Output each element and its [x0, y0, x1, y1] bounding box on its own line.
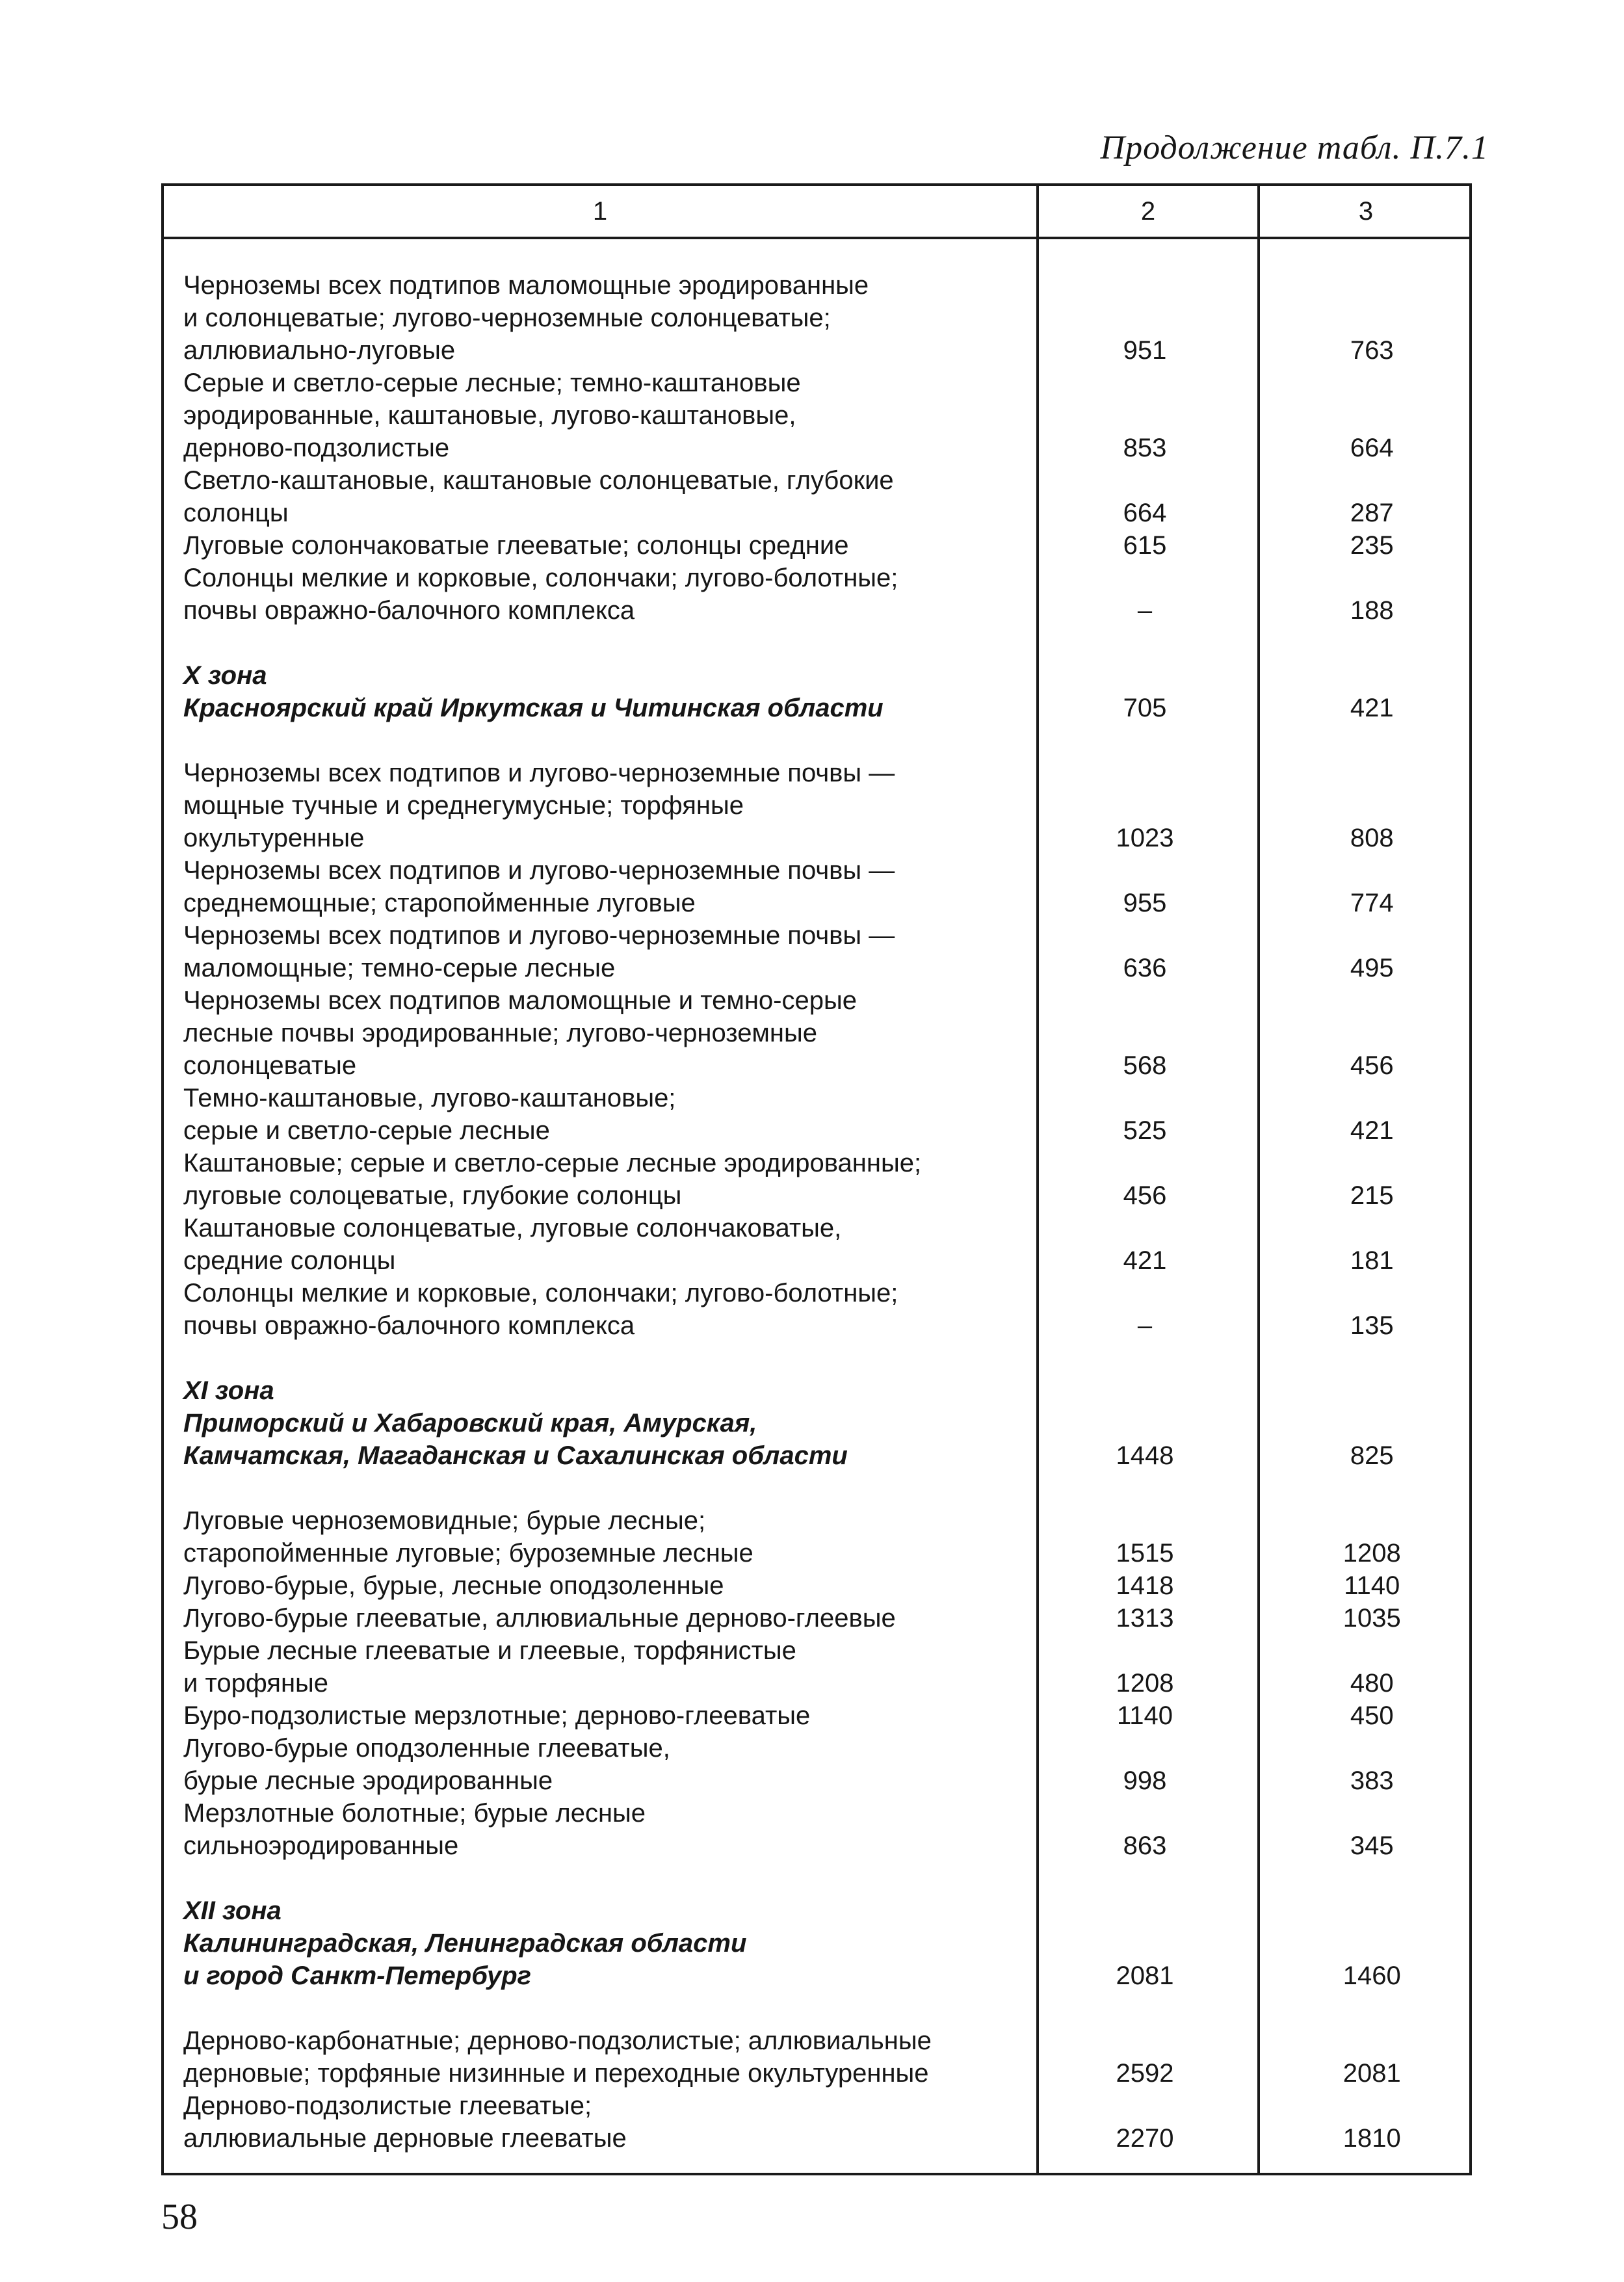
- table-row: [164, 367, 1469, 464]
- value-col-2: 1208: [1116, 1669, 1174, 1698]
- value-col-3: 450: [1350, 1701, 1394, 1730]
- table-row: [164, 1147, 1469, 1212]
- soil-description: Луговые черноземовидные; бурые лесные; старопойменные луговые; буроземные лесные: [183, 1506, 753, 1567]
- zone-header-row: [164, 1374, 1469, 1472]
- table-row: [164, 2025, 1469, 2090]
- value-col-3: 763: [1350, 336, 1394, 365]
- zone-title: XI зона Приморский и Хабаровский края, Амурская, Камчатская, Магаданская и Сахалинская области: [183, 1376, 848, 1470]
- value-col-2: –: [1137, 596, 1153, 625]
- value-col-2: 2270: [1116, 2124, 1174, 2153]
- table-row: [164, 529, 1469, 562]
- value-col-2: 1418: [1116, 1571, 1174, 1600]
- value-col-2: 2081: [1116, 1961, 1174, 1990]
- value-col-3: 383: [1350, 1766, 1394, 1795]
- table-row: [164, 1699, 1469, 1732]
- soil-description: Черноземы всех подтипов и лугово-черноземные почвы — среднемощные; старопойменные луговые: [183, 856, 895, 917]
- value-col-2: 998: [1123, 1766, 1167, 1795]
- soil-description: Дерново-карбонатные; дерново-подзолистые; аллювиальные дерновые; торфяные низинные и переходные окультуренные: [183, 2026, 932, 2088]
- soil-description: Буро-подзолистые мерзлотные; дерново-глееватые: [183, 1701, 811, 1730]
- row-spacer: [164, 627, 1469, 659]
- value-col-2: 664: [1123, 499, 1167, 527]
- value-col-2: 1023: [1116, 824, 1174, 852]
- value-col-2: 1313: [1116, 1604, 1174, 1633]
- value-col-2: 615: [1123, 531, 1167, 560]
- value-col-3: 825: [1350, 1441, 1394, 1470]
- value-col-2: 421: [1123, 1246, 1167, 1275]
- table-body: [164, 269, 1469, 2155]
- value-col-2: 568: [1123, 1051, 1167, 1080]
- row-spacer: [164, 1472, 1469, 1504]
- value-col-3: 345: [1350, 1831, 1394, 1860]
- value-col-2: 705: [1123, 694, 1167, 722]
- value-col-2: 636: [1123, 954, 1167, 982]
- value-col-3: 774: [1350, 889, 1394, 917]
- value-col-3: 664: [1350, 434, 1394, 462]
- table-row: [164, 1082, 1469, 1147]
- column-header-2: 2: [1140, 197, 1156, 226]
- value-col-2: 955: [1123, 889, 1167, 917]
- row-spacer: [164, 1862, 1469, 1895]
- soil-description: Черноземы всех подтипов маломощные и темно-серые лесные почвы эродированные; лугово-черноземные солонцеватые: [183, 986, 857, 1080]
- table-row: [164, 919, 1469, 984]
- value-col-2: –: [1137, 1311, 1153, 1340]
- value-col-3: 2081: [1342, 2059, 1401, 2088]
- table-row: [164, 1602, 1469, 1634]
- value-col-3: 215: [1350, 1181, 1394, 1210]
- soil-description: Черноземы всех подтипов и лугово-черноземные почвы — маломощные; темно-серые лесные: [183, 921, 895, 982]
- page-number: 58: [161, 2197, 198, 2237]
- zone-header-row: [164, 1895, 1469, 1992]
- soil-description: Бурые лесные глееватые и глеевые, торфянистые и торфяные: [183, 1636, 796, 1698]
- value-col-2: 863: [1123, 1831, 1167, 1860]
- soil-description: Светло-каштановые, каштановые солонцеватые, глубокие солонцы: [183, 466, 894, 527]
- value-col-2: 525: [1123, 1116, 1167, 1145]
- table-row: [164, 464, 1469, 529]
- value-col-3: 421: [1350, 694, 1394, 722]
- value-col-3: 1460: [1342, 1961, 1401, 1990]
- soil-description: Дерново-подзолистые глееватые; аллювиальные дерновые глееватые: [183, 2092, 627, 2153]
- row-spacer: [164, 724, 1469, 757]
- value-col-3: 808: [1350, 824, 1394, 852]
- value-col-2: 951: [1123, 336, 1167, 365]
- value-col-2: 1140: [1116, 1701, 1173, 1730]
- row-spacer: [164, 1992, 1469, 2025]
- table-row: [164, 1504, 1469, 1569]
- data-table: [161, 183, 1472, 2175]
- zone-header-row: [164, 659, 1469, 724]
- soil-description: Каштановые солонцеватые, луговые солончаковатые, средние солонцы: [183, 1214, 842, 1275]
- column-header-3: 3: [1358, 197, 1374, 226]
- table-row: [164, 1732, 1469, 1797]
- value-col-2: 853: [1123, 434, 1167, 462]
- value-col-3: 235: [1350, 531, 1394, 560]
- table-row: [164, 269, 1469, 367]
- soil-description: Черноземы всех подтипов и лугово-черноземные почвы — мощные тучные и среднегумусные; торфяные окультуренные: [183, 759, 895, 852]
- value-col-3: 181: [1350, 1246, 1394, 1275]
- soil-description: Мерзлотные болотные; бурые лесные сильноэродированные: [183, 1799, 646, 1860]
- column-header-1: 1: [592, 197, 608, 226]
- value-col-3: 495: [1350, 954, 1394, 982]
- table-continuation-caption: Продолжение табл. П.7.1: [1100, 129, 1489, 166]
- value-col-3: 1810: [1342, 2124, 1401, 2153]
- table-row: [164, 757, 1469, 854]
- value-col-3: 1208: [1342, 1539, 1401, 1567]
- row-spacer: [164, 1342, 1469, 1374]
- table-row: [164, 1212, 1469, 1277]
- value-col-3: 480: [1350, 1669, 1394, 1698]
- value-col-2: 456: [1123, 1181, 1167, 1210]
- value-col-2: 2592: [1116, 2059, 1174, 2088]
- zone-title: XII зона Калининградская, Ленинградская области и город Санкт-Петербург: [183, 1896, 747, 1990]
- soil-description: Темно-каштановые, лугово-каштановые; серые и светло-серые лесные: [183, 1084, 676, 1145]
- table-row: [164, 2090, 1469, 2155]
- table-row: [164, 1634, 1469, 1699]
- soil-description: Солонцы мелкие и корковые, солончаки; лугово-болотные; почвы овражно-балочного комплекса: [183, 1279, 898, 1340]
- value-col-3: 1035: [1342, 1604, 1401, 1633]
- table-row: [164, 1277, 1469, 1342]
- value-col-3: 135: [1350, 1311, 1394, 1340]
- zone-title: X зона Красноярский край Иркутская и Читинская области: [183, 661, 884, 722]
- soil-description: Солонцы мелкие и корковые, солончаки; лугово-болотные; почвы овражно-балочного комплекса: [183, 564, 898, 625]
- value-col-3: 421: [1350, 1116, 1394, 1145]
- value-col-2: 1448: [1116, 1441, 1174, 1470]
- soil-description: Лугово-бурые, бурые, лесные оподзоленные: [183, 1571, 724, 1600]
- value-col-3: 456: [1350, 1051, 1394, 1080]
- soil-description: Серые и светло-серые лесные; темно-каштановые эродированные, каштановые, лугово-каштановые, дерново-подзолистые: [183, 369, 801, 462]
- table-row: [164, 984, 1469, 1082]
- table-row: [164, 854, 1469, 919]
- value-col-2: 1515: [1116, 1539, 1174, 1567]
- table-row: [164, 1569, 1469, 1602]
- header-divider: [164, 237, 1469, 239]
- value-col-3: 1140: [1344, 1571, 1400, 1600]
- value-col-3: 287: [1350, 499, 1394, 527]
- table-row: [164, 1797, 1469, 1862]
- soil-description: Черноземы всех подтипов маломощные эродированные и солонцеватые; лугово-черноземные солонцеватые; аллювиально-луговые: [183, 271, 869, 365]
- value-col-3: 188: [1350, 596, 1394, 625]
- soil-description: Лугово-бурые оподзоленные глееватые, бурые лесные эродированные: [183, 1734, 670, 1795]
- soil-description: Лугово-бурые глееватые, аллювиальные дерново-глеевые: [183, 1604, 896, 1633]
- soil-description: Каштановые; серые и светло-серые лесные эродированные; луговые солоцеватые, глубокие солонцы: [183, 1149, 922, 1210]
- table-row: [164, 562, 1469, 627]
- soil-description: Луговые солончаковатые глееватые; солонцы средние: [183, 531, 849, 560]
